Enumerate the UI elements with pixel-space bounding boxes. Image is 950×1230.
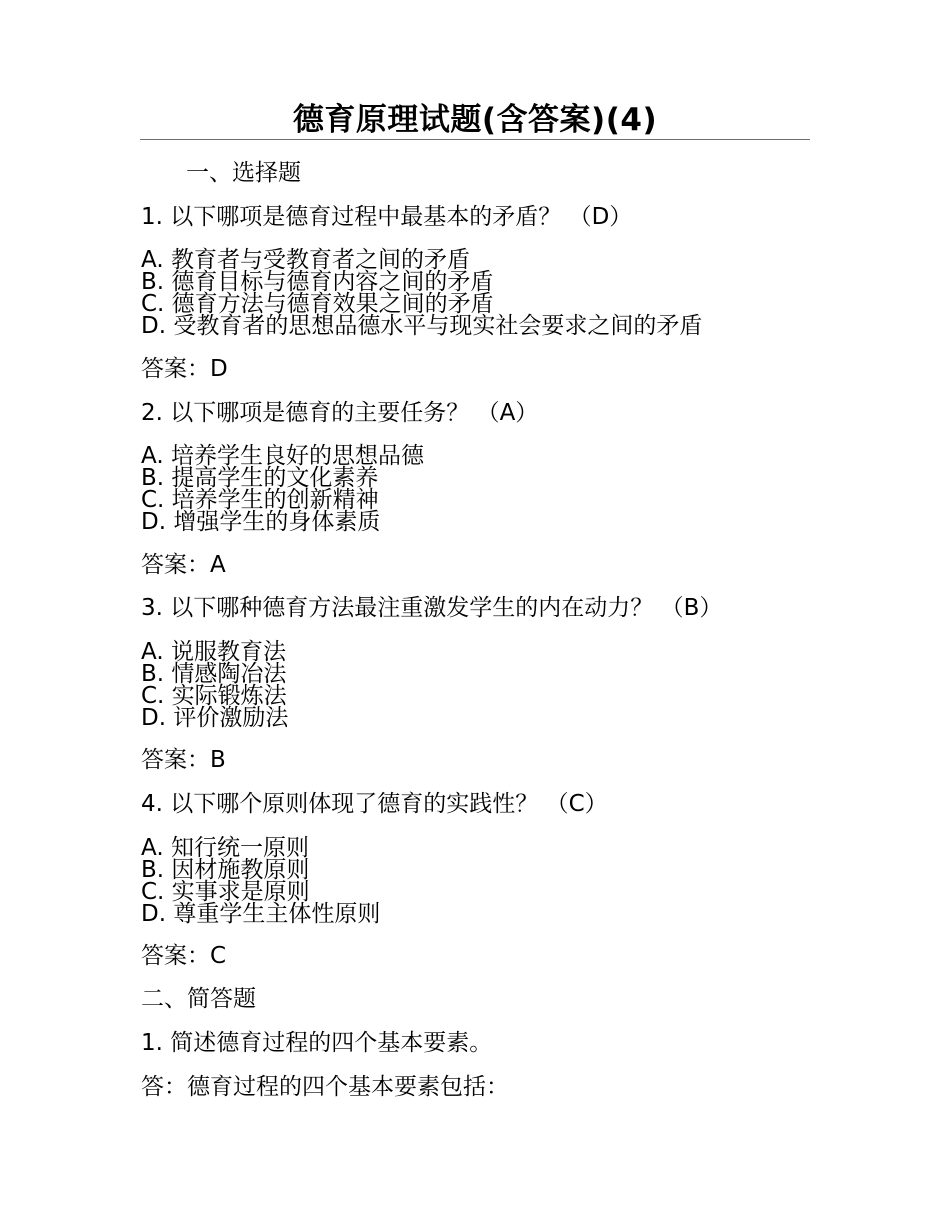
question-4-option-a: A. 知行统一原则 [141,835,309,861]
question-3-answer: 答案：B [141,747,226,773]
question-2-option-c: C. 培养学生的创新精神 [141,487,379,513]
question-2-option-b: B. 提高学生的文化素养 [141,465,379,491]
question-3-option-b: B. 情感陶冶法 [141,661,287,687]
question-3-option-c: C. 实际锻炼法 [141,683,287,709]
short-answer-question-1: 1. 简述德育过程的四个基本要素。 [141,1030,493,1056]
question-4-option-b: B. 因材施教原则 [141,857,310,883]
question-1: 1. 以下哪项是德育过程中最基本的矛盾？ （D） [141,204,633,230]
question-2: 2. 以下哪项是德育的主要任务？ （A） [141,400,539,426]
section-heading-choice: 一、选择题 [186,160,301,186]
question-2-option-a: A. 培养学生良好的思想品德 [141,443,424,469]
question-3-option-a: A. 说服教育法 [141,639,286,665]
question-1-answer: 答案：D [141,356,228,382]
section-heading-short-answer: 二、简答题 [141,986,256,1012]
question-3: 3. 以下哪种德育方法最注重激发学生的内在动力？ （B） [141,595,723,621]
question-1-option-d: D. 受教育者的思想品德水平与现实社会要求之间的矛盾 [141,313,703,339]
question-4-option-c: C. 实事求是原则 [141,879,310,905]
question-2-answer: 答案：A [141,552,226,578]
question-2-option-d: D. 增强学生的身体素质 [141,509,381,535]
question-1-option-b: B. 德育目标与德育内容之间的矛盾 [141,269,494,295]
question-1-option-a: A. 教育者与受教育者之间的矛盾 [141,247,470,273]
question-4-answer: 答案：C [141,943,227,969]
document-title: 德育原理试题(含答案)(4) [292,102,658,138]
question-4-option-d: D. 尊重学生主体性原则 [141,901,381,927]
title-underline [140,139,810,140]
question-4: 4. 以下哪个原则体现了德育的实践性？ （C） [141,791,608,817]
question-1-option-c: C. 德育方法与德育效果之间的矛盾 [141,291,494,317]
question-3-option-d: D. 评价激励法 [141,705,289,731]
short-answer-answer-1: 答：德育过程的四个基本要素包括： [141,1074,509,1100]
